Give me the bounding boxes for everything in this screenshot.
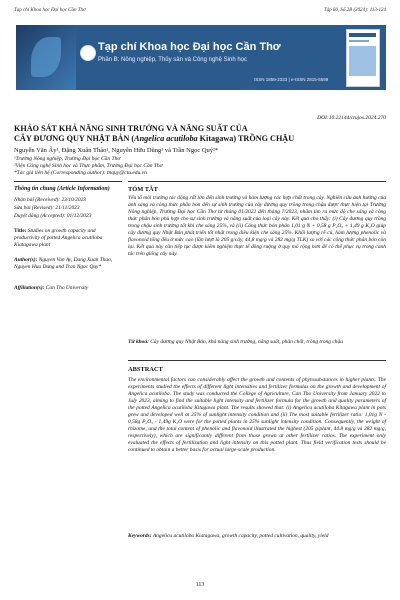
university-logo-icon bbox=[80, 45, 96, 61]
divider bbox=[128, 181, 386, 182]
banner-title: Tạp chí Khoa học Đại học Cần Thơ bbox=[98, 41, 281, 53]
journal-banner bbox=[16, 25, 386, 90]
accepted-date: Duyệt đăng (Accepted): 01/12/2023 bbox=[14, 213, 92, 219]
divider bbox=[128, 360, 386, 361]
banner-issn: ISSN 1859-2333 | e-ISSN 2815-5599 bbox=[254, 77, 329, 82]
title-line-1: KHẢO SÁT KHẢ NĂNG SINH TRƯỞNG VÀ NĂNG SUẤT CỦA bbox=[14, 124, 248, 133]
english-title-block: Title: Studies on growth capacity and productivity of potted Angelica acutiloba Kiatagawa plant bbox=[14, 228, 103, 248]
doi[interactable]: DOI:10.22144/ctujos.2024.270 bbox=[317, 115, 386, 121]
abstract-heading: ABSTRACT bbox=[128, 366, 163, 373]
article-title bbox=[14, 124, 386, 144]
journal-cover-thumbnail bbox=[346, 29, 380, 87]
banner-artwork bbox=[16, 25, 76, 90]
banner-subtitle: Phần B: Nông nghiệp, Thủy sản và Công nghệ Sinh học bbox=[98, 57, 247, 63]
tomtat-heading: TÓM TẮT bbox=[128, 186, 158, 193]
revised-date: Sửa bài (Revised): 21/11/2023 bbox=[14, 205, 80, 211]
tomtat-body: Yếu tố môi trường tác động rất lớn đến sinh trưởng và hàm lượng các hợp chất trong cây. Nghiên cứu ảnh hưởng của ánh sáng và công thức phân bón đến sự sinh trưởng của cây đương quy trồng trong chậu được thực hiện tại Trường Nông nghiệp, Trường Đại học Cần Thơ từ tháng 01/2022 đến tháng 7/2023, nhằm tìm ra mức độ che sáng và công thức phân bón phù hợp cho sự sinh trưởng và năng suất của loại cây này. Kết quả cho thấy: (i) Cây đương quy trồng trong chậu sinh trưởng tốt khi che sáng 25%, và (ii) Công thức bón phân 1,01 g N + 0,58 g P₂O₅ + 1,49 g K₂O giúp cây đương quy Nhật Bản phát triển tốt nhất trong điều kiện che sáng 25%. Khối lượng rễ củ, hàm lượng phenolic và flavonoid tổng đều ở mức cao (lần lượt là 205 g/cây, 44,8 mg/g và 282 mg/g TLK) so với các công thức phân bón còn lại. Kết quả này cần tiếp tục được kiểm nghiệm thực tế đồng ruộng ở quy mô rộng hơn để có thể phục vụ trong canh tác trên giống cây này. bbox=[128, 195, 386, 258]
author-list: Nguyễn Văn Ây¹, Đặng Xuân Thảo¹, Nguyễn Hữu Dũng¹ và Trần Ngọc Quý²* bbox=[14, 147, 219, 154]
corresponding-author: *Tác giả liên hệ (Corresponding author): tnquy@ctu.edu.vn bbox=[14, 170, 147, 176]
article-info-heading: Thông tin chung (Article Information) bbox=[14, 186, 110, 192]
abstract-body: The environmental factors can considerably affect the growth and contents of phytosubstances in higher plants. The experiments studied the effects of different light intensities and fertilizer formulas on the growth and development of Angelica acutiloba. The study was conducted the College of Agriculture, Can Tho University from January 2022 to July 2023, aiming to find the suitable light intensity and fertilizer formula for the growth and quality parameters of the potted Angelica acutiloba Kitagawa plant. The results showed that: (i) Angelica acutiloba Kitagawa plant in pots grew and developed well at 25% of sunlight intensity condition and (ii) The most suitable fertilizer ratio: 1,01g N - 0,58g P₂O₅ - 1,49g K₂O were for the potted plants in 25% sunlight intensity condition. Consequently, the weight of rhizome, and the total content of phenolic and flavonoid illustrated the highest (205 g/plant, 44.8 mg/g và 282 mg/g, respectively), which are significantly different from those grown at other fertilizer ratios. The experiment only evaluated the effects of fertilization and light intensity on this potted plant. Thus field verification tests should be continued to obtain a better basis for actual large-scale production. bbox=[128, 377, 386, 454]
abstract-keywords: Keywords: Angelica acutiloba Kiatagawa, growth capacity, potted cultivation, quality, yield bbox=[128, 533, 329, 539]
title-line-2: CÂY ĐƯƠNG QUY NHẬT BẢN (Angelica acutiloba Kitagawa) TRỒNG CHẬU bbox=[14, 134, 295, 143]
affiliation-1: ¹Trường Nông nghiệp, Trường Đại học Cần Thơ bbox=[14, 156, 121, 162]
tomtat-keywords: Từ khoá: Cây đương quy Nhật Bản, khả năng sinh trưởng, năng suất, phân chất, trồng trong chậu bbox=[128, 339, 343, 345]
divider bbox=[14, 181, 122, 182]
running-header-right: Tập 60, Số 2B (2024): 113-124 bbox=[323, 8, 386, 13]
english-authors-block: Author(s): Nguyen Van Ay, Dang Xuan Thao, Nguyen Huu Dung and Tran Ngoc Quy* bbox=[14, 257, 113, 270]
affiliation-2: ²Viện Công nghệ Sinh học và Thực phẩm, Trường Đại học Cần Thơ bbox=[14, 163, 163, 169]
running-header-left: Tạp chí Khoa học Đại học Cần Thơ bbox=[14, 8, 86, 13]
page-number: 113 bbox=[195, 582, 205, 588]
received-date: Nhận bài (Received): 23/10/2023 bbox=[14, 197, 87, 203]
english-affiliation-block: Affiliation(s): Can Tho University bbox=[14, 285, 89, 291]
